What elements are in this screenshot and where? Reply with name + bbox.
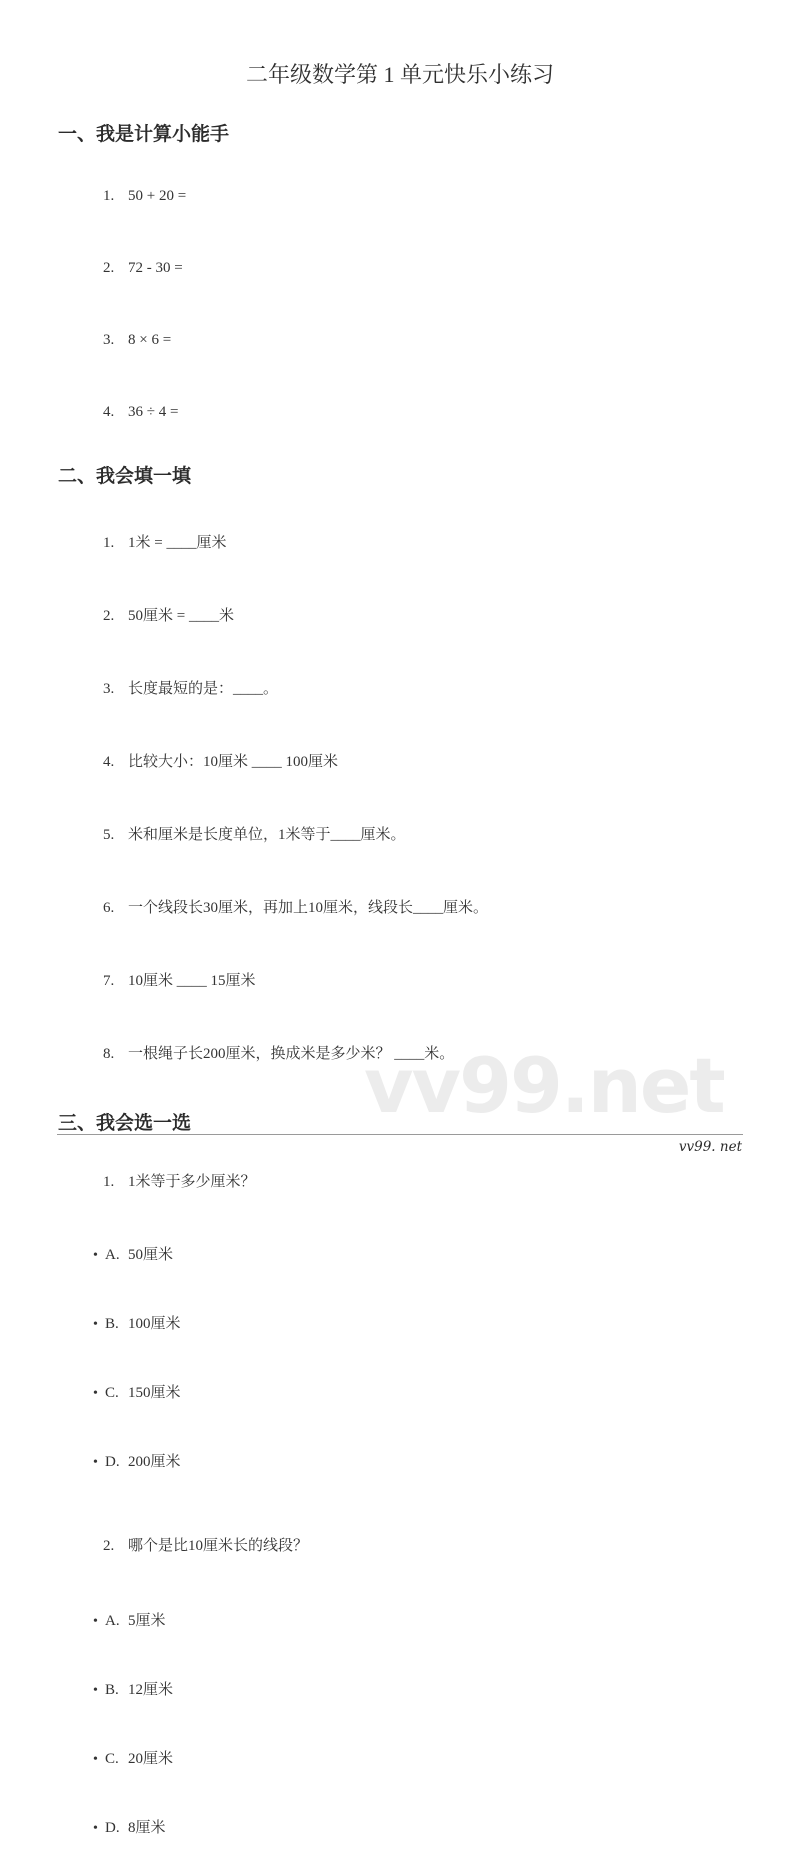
- worksheet-page: [0, 62, 800, 1856]
- option-text: 200厘米: [128, 1454, 181, 1470]
- exercise-item: [88, 1027, 800, 1081]
- question-text: 1米等于多少厘米？: [128, 1174, 256, 1190]
- item-number: 8.: [103, 1046, 115, 1062]
- option-text: 150厘米: [128, 1385, 181, 1401]
- item-text: 10厘米 ____ 15厘米: [128, 973, 256, 989]
- bullet-icon: •: [93, 1821, 98, 1836]
- bullet-icon: •: [93, 1614, 98, 1629]
- section-heading-choice: 三、我会选一选: [58, 1113, 192, 1134]
- item-number: 2.: [103, 608, 115, 624]
- bullet-icon: •: [93, 1752, 98, 1767]
- option-text: 20厘米: [128, 1751, 174, 1767]
- bullet-icon: •: [93, 1683, 98, 1698]
- item-number: 5.: [103, 827, 115, 843]
- item-number: 1.: [103, 535, 115, 551]
- item-text: 一个线段长30厘米，再加上10厘米，线段长____厘米。: [128, 900, 489, 916]
- exercise-item: [88, 808, 800, 862]
- item-number: 6.: [103, 900, 115, 916]
- option-letter: C.: [105, 1385, 119, 1401]
- choice-option: [78, 1297, 800, 1352]
- watermark: vv99.net: [364, 1041, 724, 1130]
- exercise-item: [88, 516, 800, 570]
- item-text: 50 + 20 =: [128, 188, 187, 204]
- item-number: 4.: [103, 404, 115, 420]
- choice-option: [78, 1366, 800, 1421]
- option-letter: D.: [105, 1454, 120, 1470]
- item-text: 72 - 30 =: [128, 260, 183, 276]
- question-number: 2.: [103, 1538, 115, 1554]
- choice-option: [78, 1435, 800, 1490]
- exercise-item: [88, 589, 800, 643]
- option-text: 8厘米: [128, 1820, 166, 1836]
- exercise-item: [88, 954, 800, 1008]
- item-number: 3.: [103, 332, 115, 348]
- option-letter: C.: [105, 1751, 119, 1767]
- question-text: 哪个是比10厘米长的线段？: [128, 1538, 309, 1554]
- question-number: 1.: [103, 1174, 115, 1190]
- choice-option: [78, 1663, 800, 1718]
- item-text: 一根绳子长200厘米，换成米是多少米？ ____米。: [128, 1046, 455, 1062]
- question: [88, 1519, 800, 1573]
- item-number: 4.: [103, 754, 115, 770]
- question: [88, 1155, 800, 1209]
- item-text: 36 ÷ 4 =: [128, 404, 179, 420]
- option-text: 100厘米: [128, 1316, 181, 1332]
- section-heading-calculation: 一、我是计算小能手: [58, 124, 230, 145]
- exercise-item: [88, 313, 800, 367]
- choice-option: [78, 1594, 800, 1649]
- item-text: 1米 = ____厘米: [128, 535, 227, 551]
- option-letter: D.: [105, 1820, 120, 1836]
- choice-option: [78, 1801, 800, 1856]
- exercise-item: [88, 385, 800, 439]
- option-letter: A.: [105, 1613, 120, 1629]
- exercise-item: [88, 881, 800, 935]
- option-letter: B.: [105, 1682, 119, 1698]
- item-number: 2.: [103, 260, 115, 276]
- option-text: 50厘米: [128, 1247, 174, 1263]
- item-number: 1.: [103, 188, 115, 204]
- bullet-icon: •: [93, 1455, 98, 1470]
- option-text: 5厘米: [128, 1613, 166, 1629]
- option-text: 12厘米: [128, 1682, 174, 1698]
- bullet-icon: •: [93, 1248, 98, 1263]
- item-text: 比较大小：10厘米 ____ 100厘米: [128, 754, 339, 770]
- choice-option: [78, 1228, 800, 1283]
- bullet-icon: •: [93, 1386, 98, 1401]
- exercise-item: [88, 241, 800, 295]
- page-title: 二年级数学第 1 单元快乐小练习: [245, 62, 554, 87]
- item-number: 7.: [103, 973, 115, 989]
- item-text: 8 × 6 =: [128, 332, 172, 348]
- exercise-item: [88, 735, 800, 789]
- item-text: 长度最短的是：____。: [128, 681, 279, 697]
- exercise-item: [88, 169, 800, 223]
- bullet-icon: •: [93, 1317, 98, 1332]
- option-letter: B.: [105, 1316, 119, 1332]
- exercise-item: [88, 662, 800, 716]
- choice-option: [78, 1732, 800, 1787]
- footer-site-label: vv99. net: [678, 1139, 742, 1155]
- item-number: 3.: [103, 681, 115, 697]
- item-text: 米和厘米是长度单位，1米等于____厘米。: [128, 827, 406, 843]
- item-text: 50厘米 = ____米: [128, 608, 234, 624]
- option-letter: A.: [105, 1247, 120, 1263]
- section-heading-fill-in: 二、我会填一填: [58, 466, 192, 487]
